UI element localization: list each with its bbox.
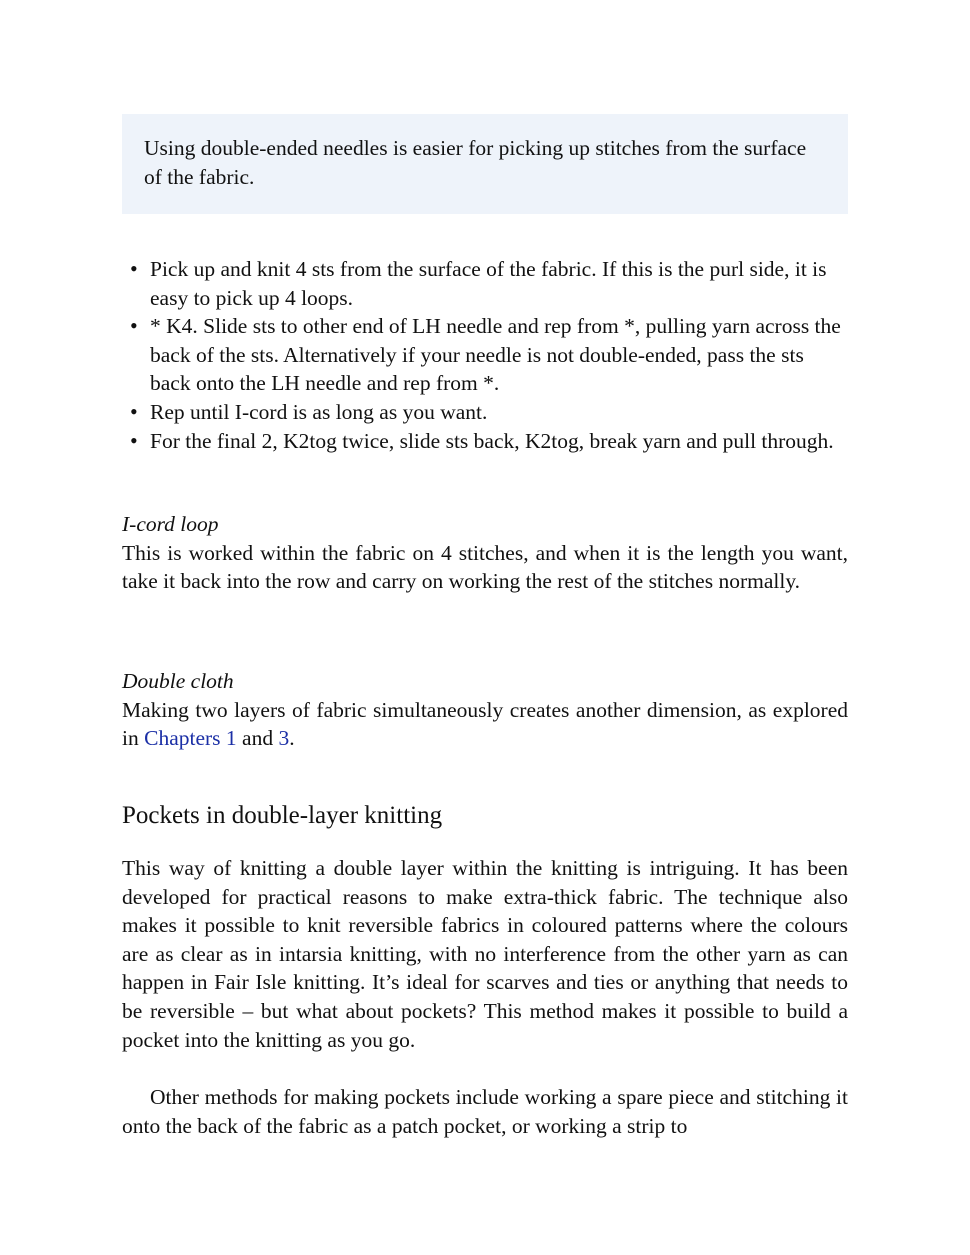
chapter-3-link[interactable]: 3: [278, 726, 290, 751]
list-item: • For the final 2, K2tog twice, slide sts back, K2tog, break yarn and pull through.: [122, 427, 848, 456]
icord-loop-section: [122, 510, 848, 596]
list-item: • Rep until I-cord is as long as you want.: [122, 398, 848, 427]
icord-loop-body: This is worked within the fabric on 4 stitches, and when it is the length you want, take it back into the row and carry on working the rest of the stitches normally.: [122, 540, 848, 594]
double-cloth-conjunction: and: [236, 726, 279, 751]
instruction-list: [122, 255, 848, 455]
list-item: • Pick up and knit 4 sts from the surface of the fabric. If this is the purl side, it is easy to pick up 4 loops.: [122, 255, 848, 312]
double-cloth-title: Double cloth: [122, 669, 234, 693]
double-cloth-body: [122, 696, 848, 753]
list-item: • * K4. Slide sts to other end of LH needle and rep from *, pulling yarn across the back of the sts. Alternatively if your needle is not double-ended, pass the sts back onto the LH needle and rep from *.: [122, 312, 848, 398]
tip-text: Using double-ended needles is easier for picking up stitches from the surface of the fabric.: [144, 136, 807, 189]
icord-loop-title: I-cord loop: [122, 512, 219, 536]
section-paragraph-1: This way of knitting a double layer within the knitting is intriguing. It has been developed for practical reasons to make extra-thick fabric. The technique also makes it possible to knit reversible fabrics in coloured patterns where the colours are as clear as in intarsia knitting, with no interference from the other yarn as can happen in Fair Isle knitting. It’s ideal for scarves and ties or anything that needs to be reversible – but what about pockets? This method makes it possible to build a pocket into the knitting as you go.: [122, 856, 848, 1052]
section-paragraph-2: Other methods for making pockets include working a spare piece and stitching it onto the back of the fabric as a patch pocket, or working a strip to: [122, 1085, 848, 1138]
tip-box: [122, 114, 848, 214]
section-heading: Pockets in double-layer knitting: [122, 802, 443, 829]
double-cloth-section: [122, 667, 848, 753]
double-cloth-period: .: [289, 726, 295, 751]
double-cloth-text: Making two layers of fabric simultaneously creates another dimension, as explored in: [122, 697, 848, 751]
chapters-1-link[interactable]: Chapters 1: [144, 726, 237, 751]
